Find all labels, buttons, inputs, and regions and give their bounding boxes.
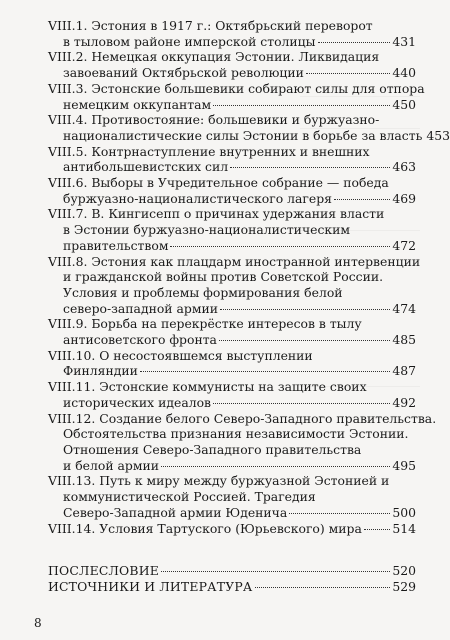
toc-entry-text: в тыловом районе имперской столицы (63, 33, 316, 49)
dot-leader (161, 465, 390, 467)
toc-entry-line: VIII.1. Эстония в 1917 г.: Октябрьский переворот (48, 18, 373, 33)
toc-page-number: 450 (392, 96, 416, 112)
dot-leader (334, 198, 390, 200)
toc-page-number: 495 (392, 457, 416, 473)
toc-entry-text: VIII.14. Условия Тартуского (Юрьевского) мира (48, 520, 362, 536)
toc-entry (48, 473, 416, 520)
toc-entry-last-line (48, 505, 416, 521)
major-sections (48, 563, 416, 595)
dot-leader (306, 72, 390, 74)
toc-page-number: 472 (392, 237, 416, 253)
major-section-page: 529 (392, 579, 416, 594)
major-section-title: ПОСЛЕСЛОВИЕ (48, 563, 159, 578)
toc-entry (48, 379, 416, 410)
dot-leader (220, 308, 390, 310)
toc-entry-text: Северо-Западной армии Юденича (63, 504, 288, 520)
toc-page-number: 485 (392, 332, 416, 348)
toc-entry (48, 112, 450, 143)
toc-page-number: 514 (392, 520, 416, 536)
toc-entry (48, 80, 425, 112)
toc-entry (48, 175, 416, 206)
toc-entry-last-line (48, 395, 416, 411)
dot-leader (364, 528, 390, 530)
major-section-entry (48, 563, 416, 579)
toc-entry-line: VIII.2. Немецкая оккупация Эстонии. Ликвидация (48, 49, 380, 65)
toc-entry-line: VIII.4. Противостояние: большевики и буржуазно- (48, 112, 380, 128)
toc-page-number: 487 (392, 363, 416, 379)
toc-entry-last-line (48, 65, 416, 81)
toc-page-number: 474 (392, 300, 416, 316)
toc-entry (48, 410, 437, 474)
toc-entry-text: националистические силы Эстонии в борьбе за власть (63, 127, 423, 143)
toc-entry-text: немецким оккупантам (63, 96, 212, 112)
dot-leader (170, 245, 390, 247)
toc-entry-last-line (48, 363, 416, 379)
toc-entry-text: буржуазно-националистического лагеря (63, 190, 332, 206)
toc-entry (48, 49, 416, 80)
toc-entry-line: VIII.6. Выборы в Учредительное собрание — победа (48, 175, 389, 191)
toc-entry-last-line (48, 159, 416, 175)
toc-entry-text: и белой армии (63, 457, 159, 473)
toc-entry-text: антисоветского фронта (63, 332, 217, 348)
dot-leader (255, 586, 391, 588)
toc-entry-line: VIII.11. Эстонские коммунисты на защите своих (48, 379, 367, 395)
toc-entry-text: исторических идеалов (63, 394, 212, 410)
toc-entry (48, 316, 416, 347)
toc-entry-line: в Эстонии буржуазно-националистическим (63, 222, 351, 238)
toc-page-number: 492 (392, 394, 416, 410)
toc-entry (48, 348, 416, 379)
toc-entry-last-line (48, 97, 416, 113)
toc-page-number: 469 (392, 190, 416, 206)
toc-entry (48, 206, 416, 253)
toc-page-number: 431 (392, 33, 416, 49)
toc-entry-line: VIII.8. Эстония как плацдарм иностранной интервенции (48, 253, 421, 269)
toc-entry-line: VIII.12. Создание белого Северо-Западного правительства. (48, 410, 437, 426)
toc-entry-line: VIII.5. Контрнаступление внутренних и внешних (48, 143, 370, 159)
dot-leader (161, 570, 390, 572)
toc-entry-text: завоеваний Октябрьской революции (63, 65, 304, 81)
dot-leader (230, 166, 390, 168)
dot-leader (289, 512, 390, 514)
toc-entry-text: северо-западной армии (63, 300, 218, 316)
toc-entry-last-line (48, 332, 416, 348)
toc-entry-text: Финляндии (63, 363, 138, 379)
toc-entry-last-line (48, 458, 416, 474)
toc-entry-text: антибольшевистских сил (63, 159, 229, 175)
toc-entry (48, 144, 416, 175)
dot-leader (213, 402, 390, 404)
toc-entry-line: VIII.9. Борьба на перекрёстке интересов в тылу (48, 316, 362, 332)
toc-page-number: 463 (392, 159, 416, 175)
toc-entry-last-line (48, 127, 450, 144)
dot-leader (318, 41, 391, 43)
major-section-title: ИСТОЧНИКИ И ЛИТЕРАТУРА (48, 579, 253, 594)
toc-entry-last-line (48, 521, 416, 537)
toc-entry-last-line (48, 191, 416, 207)
dot-leader (219, 339, 390, 341)
toc-page-number: 500 (392, 504, 416, 520)
toc-entry-line: VIII.13. Путь к миру между буржуазной Эстонией и (48, 473, 390, 489)
toc-entry-line: VIII.10. О несостоявшемся выступлении (48, 347, 313, 363)
major-section-entry (48, 579, 416, 595)
toc-page-number: 440 (392, 65, 416, 81)
toc-entry-last-line (48, 301, 416, 317)
toc-entry (48, 253, 421, 317)
table-of-contents (48, 18, 450, 536)
toc-entry-line: коммунистической Россией. Трагедия (63, 489, 316, 505)
toc-entry (48, 521, 416, 537)
toc-entry (48, 18, 416, 49)
toc-entry-text: правительством (63, 237, 169, 253)
toc-entry-line: и гражданской войны против Советской России. (63, 269, 384, 285)
toc-entry-line: VIII.7. В. Кингисепп о причинах удержания власти (48, 206, 385, 222)
toc-entry-line: Условия и проблемы формирования белой (63, 284, 343, 300)
toc-entry-line: VIII.3. Эстонские большевики собирают силы для отпора (48, 80, 425, 96)
toc-page-number: 453 (426, 127, 450, 143)
major-section-page: 520 (392, 563, 416, 578)
page-number: 8 (34, 616, 42, 630)
dot-leader (213, 104, 390, 106)
dot-leader (140, 370, 390, 372)
toc-entry-line: Отношения Северо-Западного правительства (63, 441, 362, 457)
toc-entry-last-line (48, 238, 416, 254)
toc-entry-last-line (48, 34, 416, 50)
toc-entry-line: Обстоятельства признания независимости Эстонии. (63, 426, 409, 442)
